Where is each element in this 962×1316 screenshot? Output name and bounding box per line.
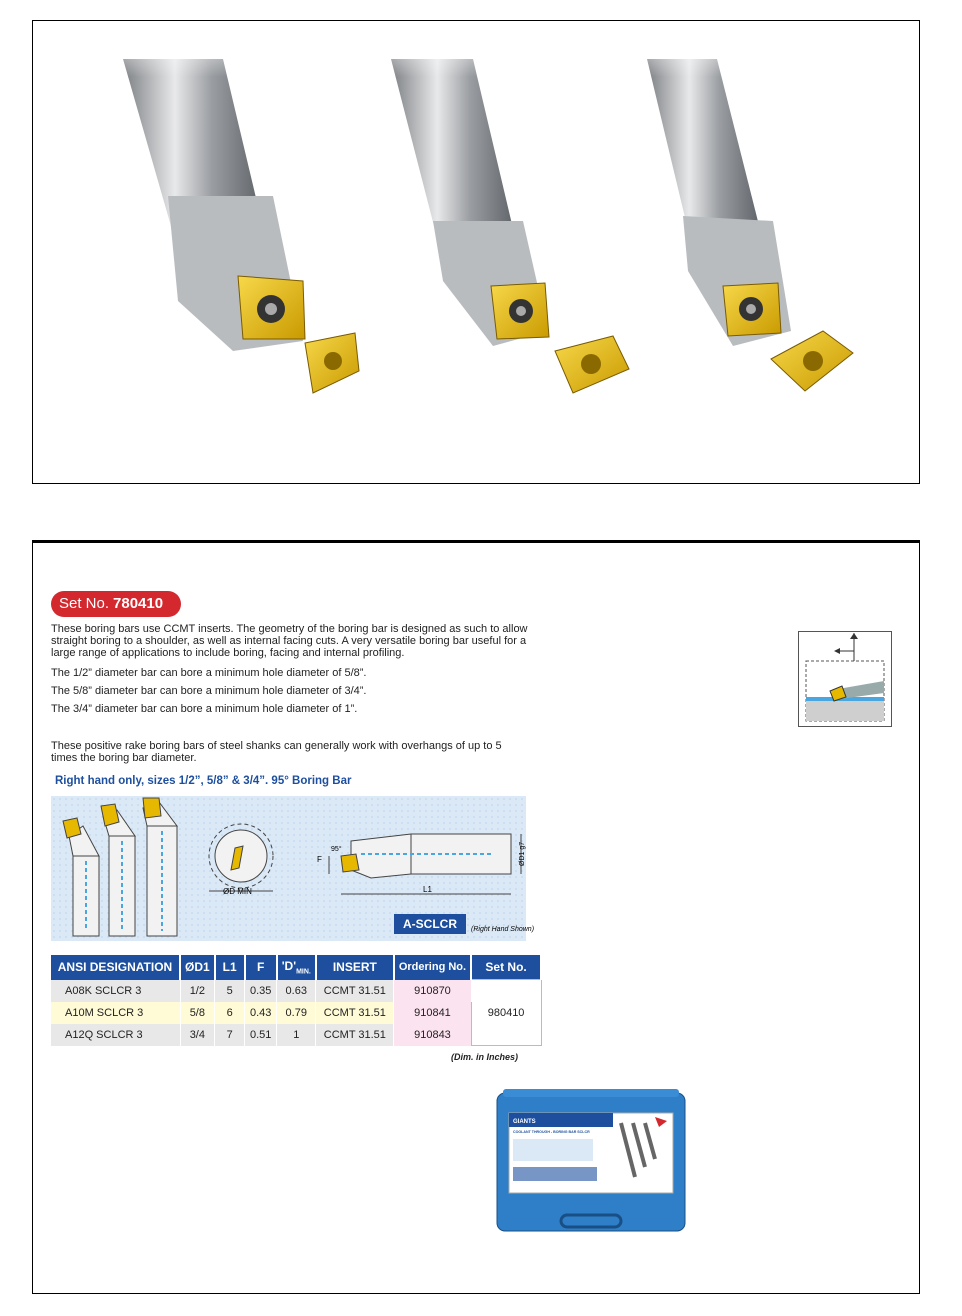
cell-d-min: 0.79: [277, 1002, 316, 1024]
description-line-1: The 1/2” diameter bar can bore a minimum hole diameter of 5/8”.: [51, 667, 367, 679]
header-d-sub: MIN.: [296, 968, 311, 976]
description-paragraph-1: These boring bars use CCMT inserts. The geometry of the boring bar is designed as such to allow straight boring to a shoulder, as well as internal facing cuts. A very versatile boring bar useful for a large range of applications to include boring, facing and internal profiling.: [51, 623, 528, 659]
header-d: 'D': [281, 959, 297, 974]
cell-ansi: A12Q SCLCR 3: [51, 1024, 180, 1046]
header-l1: L1: [215, 955, 245, 980]
cell-l1: 6: [215, 1002, 245, 1024]
description-paragraph-2: These positive rake boring bars of steel shanks can generally work with overhangs of up to 5 times the boring bar diameter.: [51, 740, 502, 764]
cell-ansi: A08K SCLCR 3: [51, 980, 180, 1002]
header-insert: INSERT: [316, 955, 394, 980]
cell-od1: 5/8: [180, 1002, 215, 1024]
header-set-no: Set No.: [471, 955, 541, 980]
table-row: [51, 1002, 541, 1024]
set-number-value: 780410: [113, 595, 164, 612]
cell-od1: 1/2: [180, 980, 215, 1002]
cell-insert: CCMT 31.51: [316, 980, 394, 1002]
header-f: F: [245, 955, 277, 980]
section-subheading: Right hand only, sizes 1/2”, 5/8” & 3/4”. 95° Boring Bar: [55, 775, 352, 787]
set-number-prefix: Set No.: [59, 595, 110, 612]
cell-f: 0.43: [245, 1002, 277, 1024]
operation-icon: [798, 631, 892, 727]
end-view-illustration: [209, 824, 273, 891]
cell-ansi: A10M SCLCR 3: [51, 1002, 180, 1024]
d1-label: ØD1 g7: [519, 841, 526, 866]
diagram-note: (Right Hand Shown): [471, 926, 535, 933]
cell-insert: CCMT 31.51: [316, 1002, 394, 1024]
cell-d-min: 0.63: [277, 980, 316, 1002]
spec-table: [51, 955, 542, 1046]
dimension-note: (Dim. in Inches): [451, 1052, 519, 1062]
header-ordering-no: Ordering No.: [394, 955, 471, 980]
cell-ordering-no: 910843: [394, 1024, 471, 1046]
min-diameter-label: ØD MIN: [223, 887, 252, 896]
product-photo-panel: [32, 20, 920, 484]
cell-l1: 5: [215, 980, 245, 1002]
cell-d-min: 1: [277, 1024, 316, 1046]
cell-f: 0.51: [245, 1024, 277, 1046]
boring-bars-photo: [33, 21, 919, 483]
cell-f: 0.35: [245, 980, 277, 1002]
model-label: A-SCLCR: [403, 917, 457, 931]
table-row: [51, 980, 541, 1002]
kit-title: COOLANT THROUGH - BORING BAR SCLCR: [513, 1130, 590, 1134]
cell-od1: 3/4: [180, 1024, 215, 1046]
description-line-2: The 5/8” diameter bar can bore a minimum hole diameter of 3/4”.: [51, 685, 367, 697]
table-header-row: [51, 955, 541, 980]
header-d-min: [277, 955, 316, 980]
kit-brand: GIANTS: [513, 1119, 536, 1125]
cell-ordering-no: 910841: [394, 1002, 471, 1024]
header-od1: ØD1: [180, 955, 215, 980]
l1-label: L1: [423, 885, 432, 894]
angle-label: 95°: [331, 846, 342, 853]
bar-set-illustration: [63, 798, 177, 936]
table-row: [51, 1024, 541, 1046]
header-ansi: ANSI DESIGNATION: [51, 955, 180, 980]
technical-diagram: [51, 796, 535, 941]
cell-l1: 7: [215, 1024, 245, 1046]
diagram-drawing: [51, 796, 535, 941]
f-label: F: [317, 855, 322, 864]
cell-insert: CCMT 31.51: [316, 1024, 394, 1046]
description-line-3: The 3/4” diameter bar can bore a minimum hole diameter of 1”.: [51, 703, 358, 715]
cell-ordering-no: 910870: [394, 980, 471, 1002]
kit-case-image: [495, 1087, 687, 1237]
product-info-panel: [32, 540, 920, 1294]
set-number-badge: [51, 591, 181, 617]
cell-set-no: 980410: [471, 980, 541, 1046]
